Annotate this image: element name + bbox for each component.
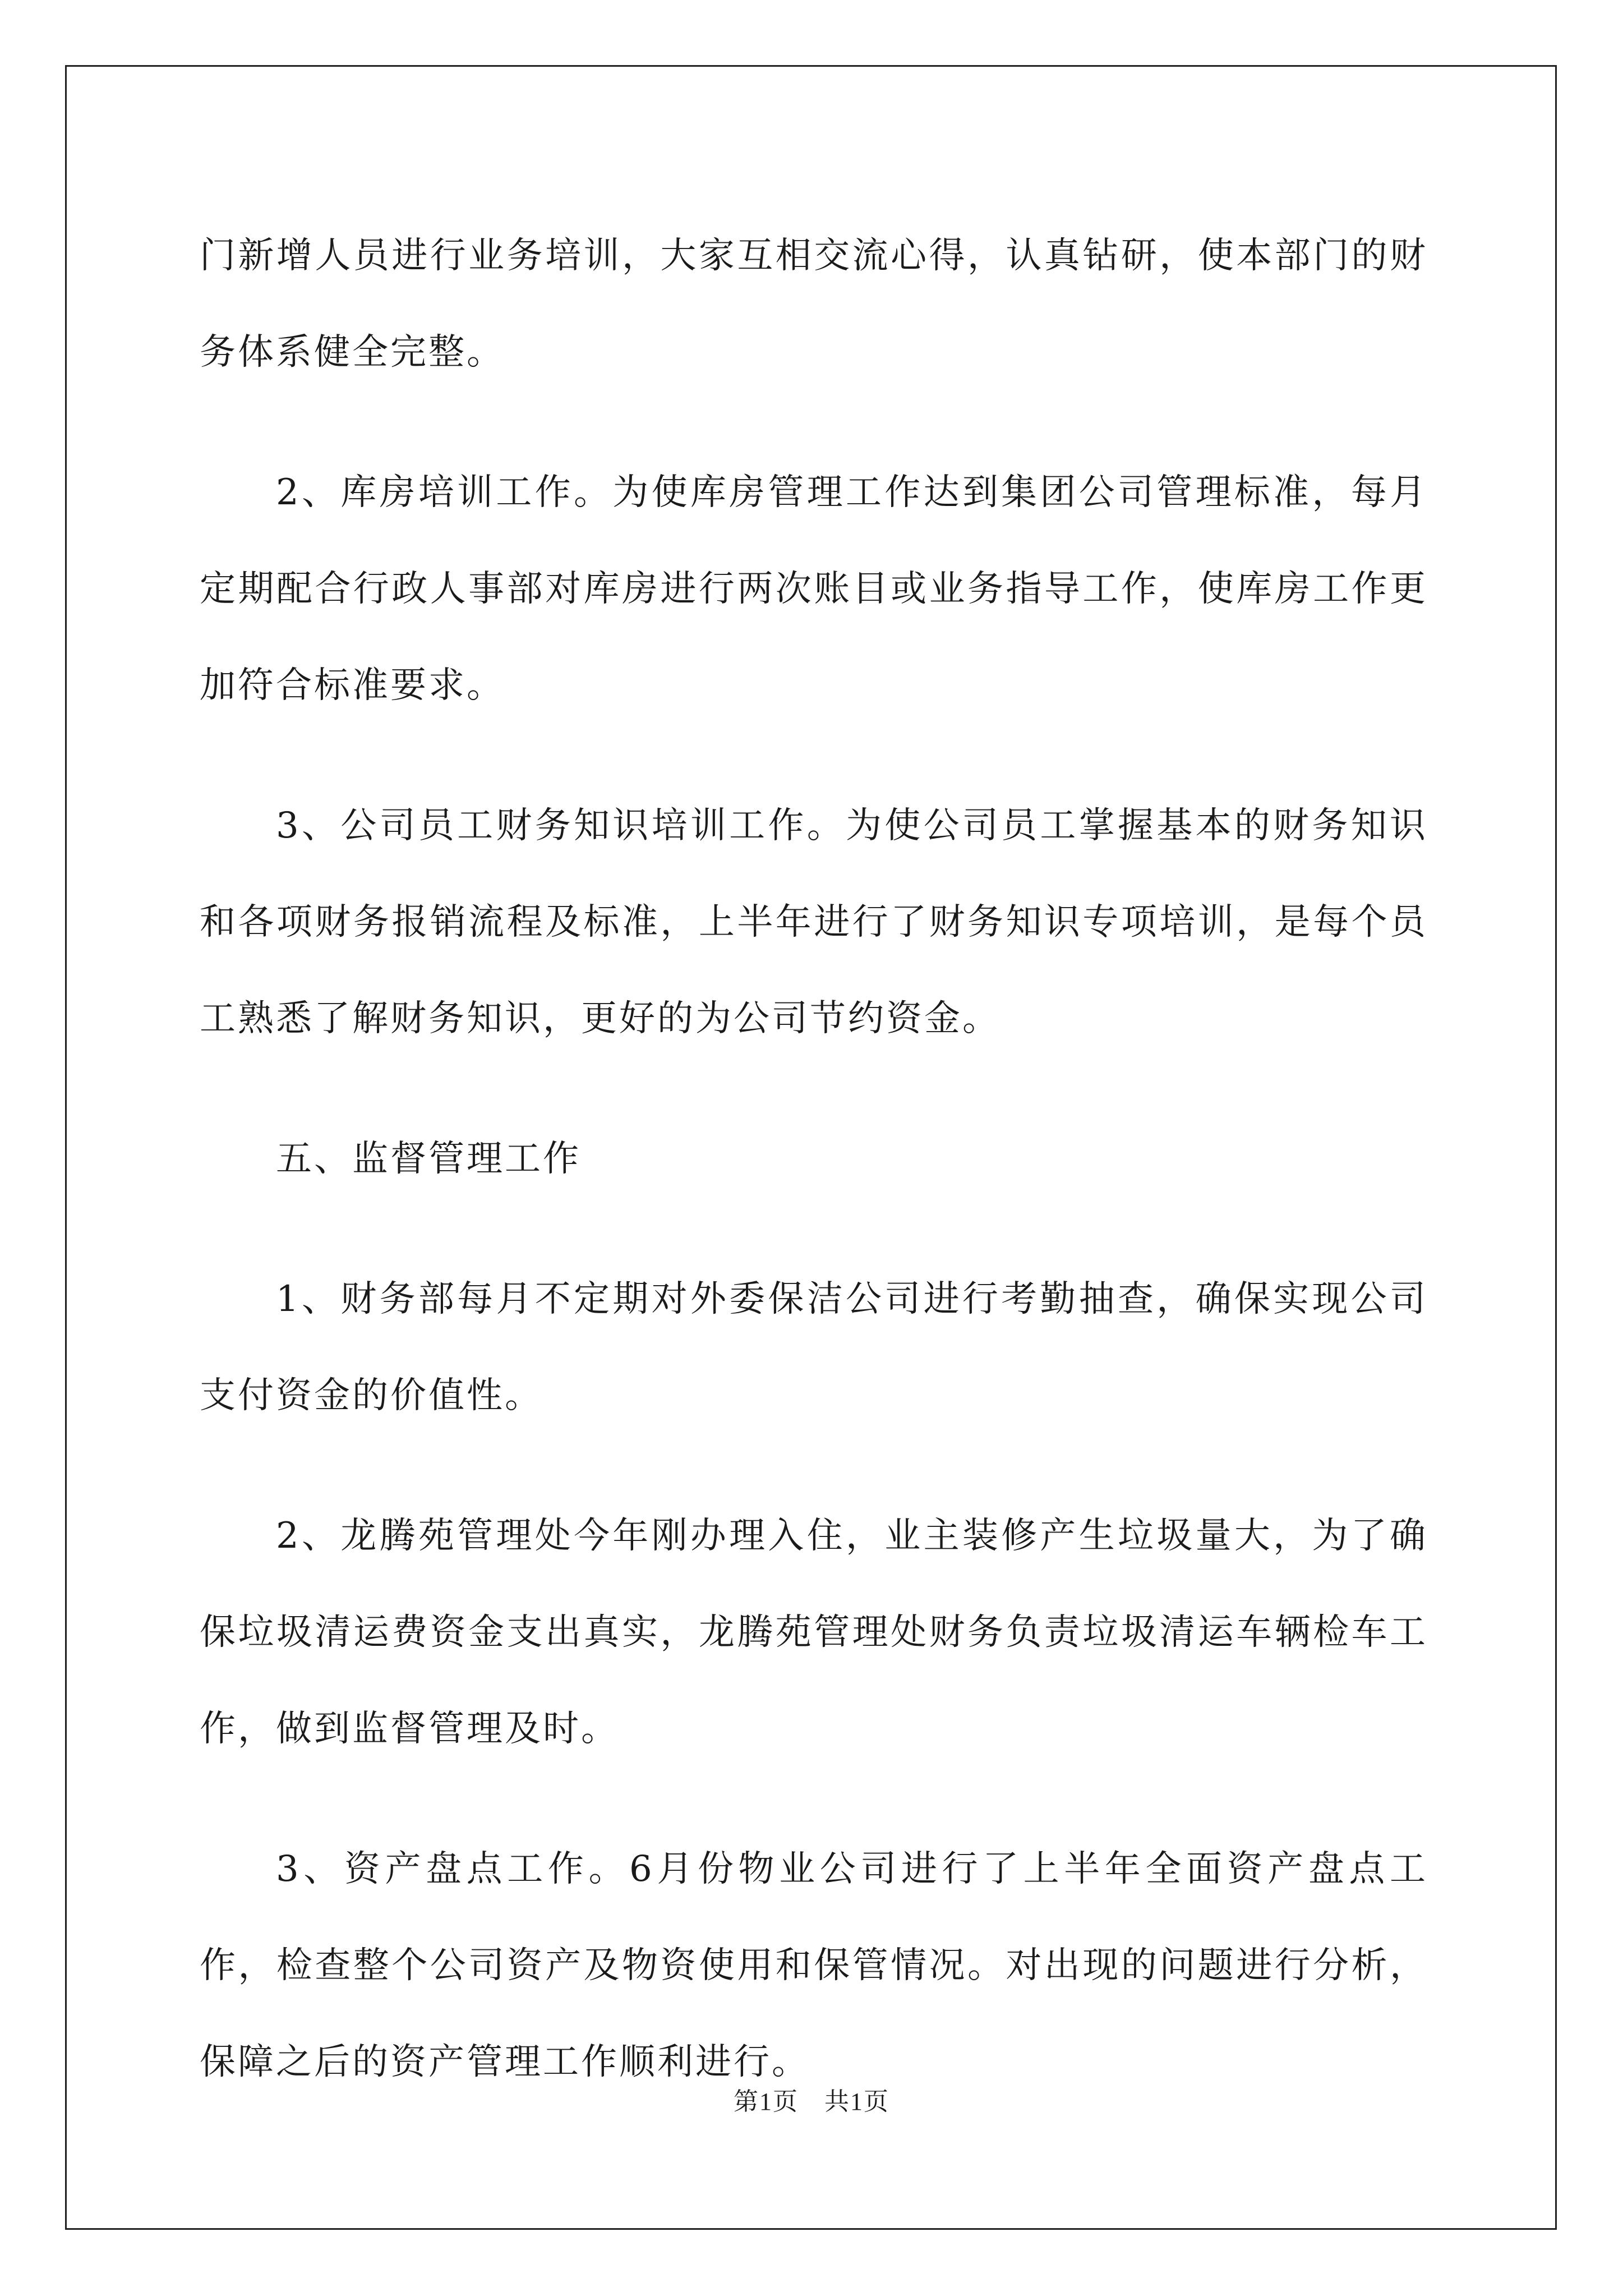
paragraph-continuation: 门新增人员进行业务培训，大家互相交流心得，认真钻研，使本部门的财务体系健全完整。 — [200, 235, 1428, 373]
paragraph-attendance-check: 1、财务部每月不定期对外委保洁公司进行考勤抽查，确保实现公司支付资金的价值性。 — [200, 1278, 1428, 1416]
paragraph-employee-finance-training: 3、公司员工财务知识培训工作。为使公司员工掌握基本的财务知识和各项财务报销流程及标准，上半年进行了财务知识专项培训，是每个员工熟悉了解财务知识，更好的为公司节约资金。 — [200, 805, 1428, 1039]
page-number-footer: 第1页 共1页 — [734, 2088, 889, 2115]
section-heading-supervision: 五、监督管理工作 — [276, 1138, 581, 1180]
paragraph-warehouse-training: 2、库房培训工作。为使库房管理工作达到集团公司管理标准，每月定期配合行政人事部对库房进行两次账目或业务指导工作，使库房工作更加符合标准要求。 — [200, 472, 1428, 706]
paragraph-asset-inventory: 3、资产盘点工作。6月份物业公司进行了上半年全面资产盘点工作，检查整个公司资产及物资使用和保管情况。对出现的问题进行分析，保障之后的资产管理工作顺利进行。 — [200, 1848, 1428, 2083]
document-body — [200, 208, 1428, 2154]
paragraph-garbage-removal: 2、龙腾苑管理处今年刚办理入住，业主装修产生垃圾量大，为了确保垃圾清运费资金支出真实，龙腾苑管理处财务负责垃圾清运车辆检车工作，做到监督管理及时。 — [200, 1515, 1428, 1750]
